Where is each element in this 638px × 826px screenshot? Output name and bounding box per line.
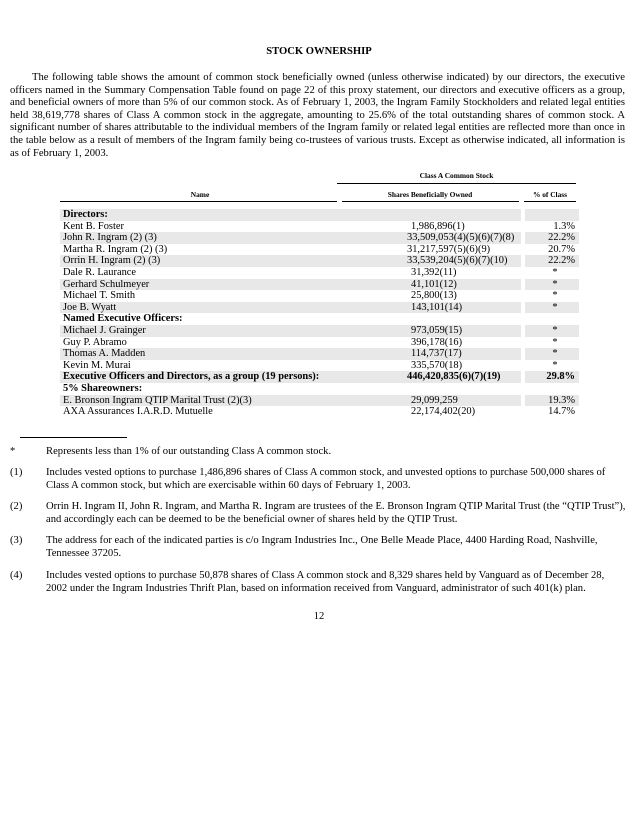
cell-shares: 143,101(14) — [345, 302, 521, 314]
cell-pct: * — [525, 325, 579, 337]
cell-name: Gerhard Schulmeyer — [60, 279, 345, 291]
group-header-rule — [337, 183, 576, 184]
footnote-text: Includes vested options to purchase 1,486,896 shares of Class A common stock, and unvested options to purchase 500,000 shares of Class A common stock, but which are exercisable within 60 days of February 1, 2003. — [46, 467, 606, 491]
column-header-pct: % of Class — [532, 190, 568, 199]
cell-pct: 29.8% — [525, 371, 579, 383]
footnote-text: Orrin H. Ingram II, John R. Ingram, and Martha R. Ingram are trustees of the E. Bronson Ingram QTIP Marital Trust (the “QTIP Trust”), and accordingly each can be deemed to be the beneficial owner of shares held by the QTIP Trust. — [46, 501, 626, 525]
column-header-shares: Shares Beneficially Owned — [387, 190, 473, 199]
header-rule-name — [60, 201, 337, 202]
cell-pct: 1.3% — [553, 220, 575, 232]
table-section-row — [60, 371, 579, 383]
cell-shares: 31,217,597(5)(6)(9) — [407, 243, 491, 255]
page-number: 12 — [313, 611, 325, 622]
footnote-text: Includes vested options to purchase 50,878 shares of Class A common stock and 8,329 shares held by Vanguard as of December 28, 2002 under the Ingram Industries Thrift Plan, based on information received from Vanguard, administrator of such 401(k) plan. — [46, 570, 605, 594]
cell-name: Named Executive Officers: — [63, 313, 183, 325]
header-rule-shares — [342, 201, 519, 202]
cell-name: Michael T. Smith — [63, 290, 136, 302]
table-row — [60, 279, 579, 291]
table-row — [60, 395, 579, 407]
table-row — [60, 244, 579, 256]
table-row — [60, 302, 579, 314]
table-row — [60, 232, 579, 244]
table-section-row — [60, 209, 579, 221]
table-row — [60, 267, 579, 279]
cell-shares: 29,099,259 — [345, 395, 521, 407]
footnote-mark: * — [10, 446, 16, 457]
footnote-mark: (1) — [10, 467, 23, 478]
cell-name: Kent B. Foster — [63, 220, 124, 232]
table-row — [60, 337, 579, 349]
cell-pct: 20.7% — [548, 243, 575, 255]
cell-name: Executive Officers and Directors, as a group (19 persons): — [60, 371, 345, 383]
cell-pct: 22.2% — [525, 255, 579, 267]
cell-shares: 33,539,204(5)(6)(7)(10) — [345, 255, 521, 267]
cell-pct: 22.2% — [525, 232, 579, 244]
footnote-mark: (2) — [10, 501, 23, 512]
cell-shares: 22,174,402(20) — [411, 406, 476, 418]
table-row — [60, 255, 579, 267]
cell-shares: 31,392(11) — [411, 266, 457, 278]
cell-shares: 1,986,896(1) — [411, 220, 465, 232]
cell-shares: 973,059(15) — [345, 325, 521, 337]
table-section-row — [60, 383, 579, 395]
header-rule-pct — [524, 201, 576, 202]
cell-pct: 19.3% — [525, 395, 579, 407]
cell-shares: 41,101(12) — [345, 279, 521, 291]
cell-name: John R. Ingram (2) (3) — [60, 232, 345, 244]
page-title: STOCK OWNERSHIP — [266, 46, 372, 57]
cell-pct: * — [525, 279, 579, 291]
cell-pct: * — [525, 348, 579, 360]
cell-shares — [345, 383, 521, 395]
cell-name: E. Bronson Ingram QTIP Marital Trust (2)(3) — [60, 395, 345, 407]
cell-name: Thomas A. Madden — [60, 348, 345, 360]
table-row — [60, 290, 579, 302]
table-row — [60, 221, 579, 233]
cell-name: AXA Assurances I.A.R.D. Mutuelle — [63, 406, 213, 418]
cell-pct — [525, 383, 579, 395]
table-group-header: Class A Common Stock — [419, 171, 494, 180]
cell-shares — [345, 209, 521, 221]
cell-pct — [525, 209, 579, 221]
cell-shares: 25,800(13) — [411, 290, 457, 302]
footnote-text: The address for each of the indicated parties is c/o Ingram Industries Inc., One Belle Meade Place, 4400 Harding Road, Nashville, Tennessee 37205. — [46, 535, 598, 559]
cell-shares — [345, 313, 521, 325]
cell-name: Orrin H. Ingram (2) (3) — [60, 255, 345, 267]
footnote-rule — [20, 437, 127, 438]
cell-name: Joe B. Wyatt — [60, 302, 345, 314]
cell-pct: * — [552, 336, 558, 348]
ownership-table — [60, 209, 579, 418]
table-row — [60, 406, 579, 418]
cell-shares: 33,509,053(4)(5)(6)(7)(8) — [345, 232, 521, 244]
table-row — [60, 325, 579, 337]
cell-shares: 446,420,835(6)(7)(19) — [345, 371, 521, 383]
cell-name: Directors: — [60, 209, 345, 221]
footnote-mark: (4) — [10, 570, 23, 581]
table-section-row — [60, 313, 579, 325]
cell-pct: 14.7% — [548, 406, 575, 418]
cell-pct: * — [525, 302, 579, 314]
cell-shares: 396,178(16) — [411, 336, 463, 348]
footnote-mark: (3) — [10, 535, 23, 546]
cell-pct: * — [552, 266, 558, 278]
cell-pct: * — [552, 290, 558, 302]
table-row — [60, 360, 579, 372]
cell-name: Dale R. Laurance — [63, 266, 136, 278]
cell-pct: * — [552, 359, 558, 371]
cell-name: Michael J. Grainger — [60, 325, 345, 337]
cell-shares: 335,570(18) — [411, 359, 463, 371]
footnote-text: Represents less than 1% of our outstanding Class A common stock. — [46, 446, 332, 457]
table-row — [60, 348, 579, 360]
cell-name: Guy P. Abramo — [63, 336, 127, 348]
cell-name: Kevin M. Murai — [63, 359, 131, 371]
intro-paragraph: The following table shows the amount of common stock beneficially owned (unless otherwise indicated) by our directors, the executive officers named in the Summary Compensation Table found on page 22 of this proxy statement, our directors and executive officers as a group, and beneficial owners of more than 5% of our common stock. As of February 1, 2003, the Ingram Family Stockholders and related legal entities held 38,619,778 shares of Class A common stock in the aggregate, amounting to 25.6% of the total outstanding shares of common stock. A significant number of shares attributable to the individual members of the Ingram family or related legal entities are reflected more than once in the table below as a result of members of the Ingram family being co-trustees of various trusts. Except as otherwise indicated, all information is as of February 1, 2003. — [10, 72, 625, 159]
cell-shares: 114,737(17) — [345, 348, 521, 360]
cell-name: Martha R. Ingram (2) (3) — [63, 243, 168, 255]
cell-name: 5% Shareowners: — [63, 382, 143, 394]
cell-pct — [525, 313, 579, 325]
column-header-name: Name — [190, 190, 210, 199]
